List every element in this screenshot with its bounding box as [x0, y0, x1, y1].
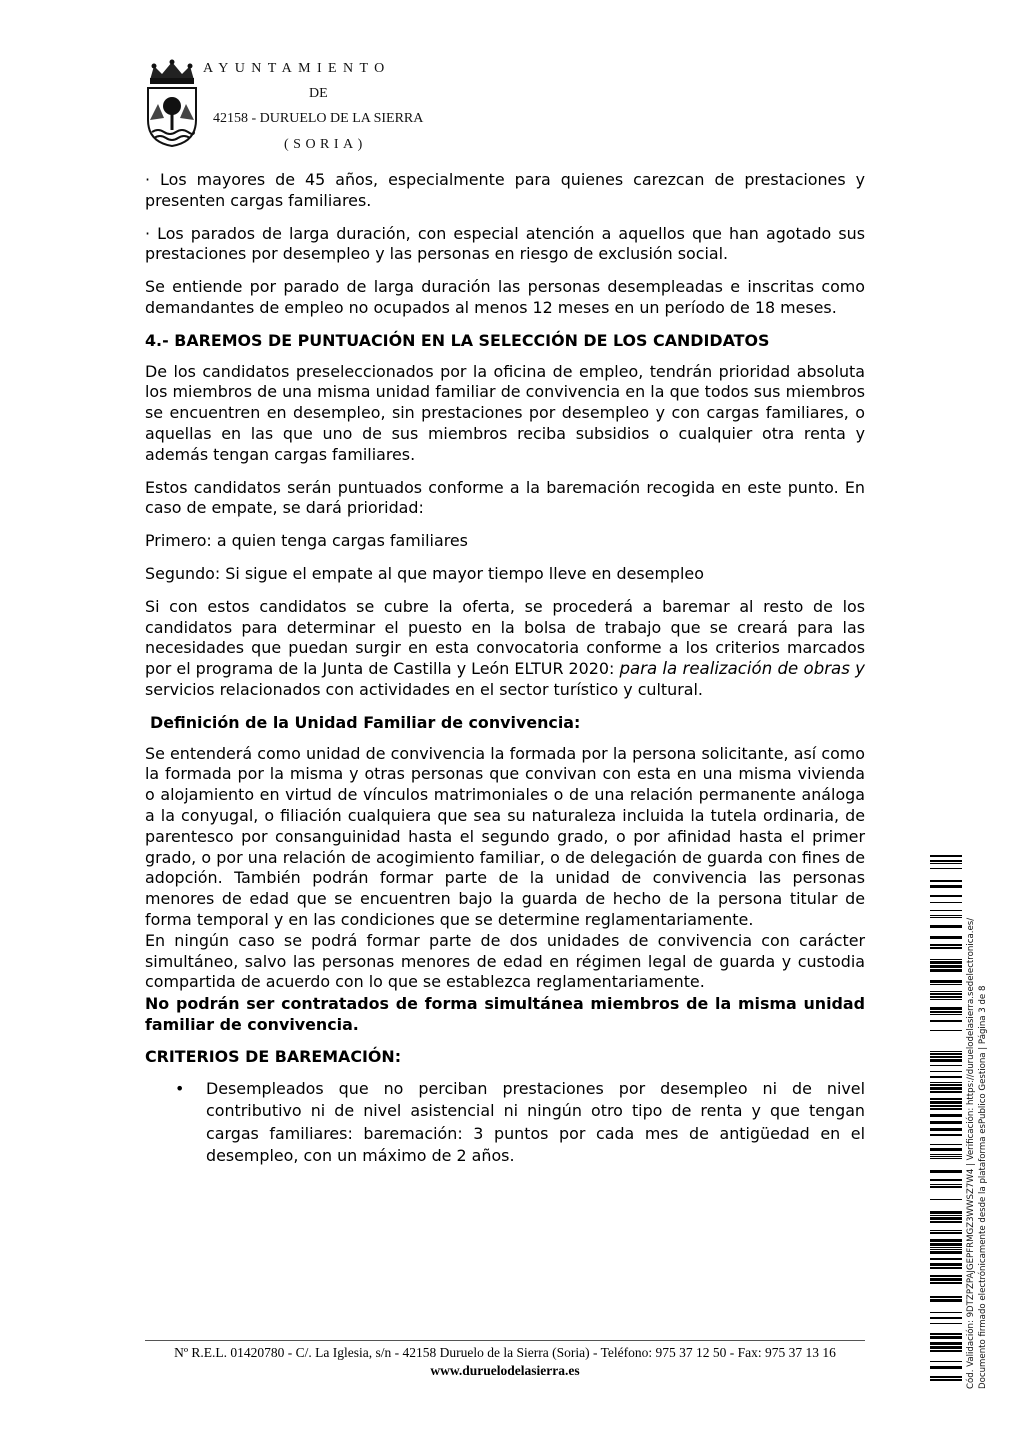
barcode-icon [930, 855, 962, 1390]
footer-website: www.duruelodelasierra.es [430, 1363, 580, 1378]
paragraph-segundo: Segundo: Si sigue el empate al que mayor tiempo lleve en desempleo [145, 563, 704, 583]
header-de: DE [309, 86, 328, 101]
header-address: 42158 - DURUELO DE LA SIERRA [213, 111, 424, 126]
header-province: (SORIA) [284, 137, 367, 152]
footer-address: Nº R.E.L. 01420780 - C/. La Iglesia, s/n - 42158 Duruelo de la Sierra (Soria) - Teléfono: 975 37 12 50 - Fax: 975 37 13 16 [174, 1345, 836, 1360]
paragraph-oferta-italic: para la realización de obras y [619, 659, 865, 679]
paragraph-parados-larga: · Los parados de larga duración, con especial atención a aquellos que han agotado sus prestaciones por desempleo y las personas en riesgo de exclusión social. [145, 223, 865, 264]
paragraph-no-contratados: No podrán ser contratados de forma simultánea miembros de la misma unidad familiar de convivencia. [145, 994, 865, 1035]
paragraph-puntuados: Estos candidatos serán puntuados conforme a la baremación recogida en este punto. En caso de empate, se dará prioridad: [145, 477, 865, 518]
verification-code-text: Cód. Validación: 9DTZPZPAJGEPFRMGZ3WWSZ7W4 | Verificación: https://duruelodelasierra.sedelectronica.es/ [966, 917, 976, 1389]
paragraph-ningun-caso: En ningún caso se podrá formar parte de dos unidades de convivencia con carácter simultáneo, salvo las personas menores de edad en régimen legal de guarda y custodia compartida de acuerdo con lo que se establezca reglamentariamente. [145, 930, 865, 992]
footer-divider [145, 1340, 865, 1341]
municipal-crest-icon [144, 58, 200, 148]
header-title: AYUNTAMIENTO [203, 61, 391, 76]
paragraph-primero: Primero: a quien tenga cargas familiares [145, 531, 468, 551]
list-item [145, 1078, 865, 1168]
paragraph-oferta [145, 597, 865, 701]
signature-platform-text: Documento firmado electrónicamente desde la plataforma esPublico Gestiona | Página 3 de 8 [978, 985, 988, 1389]
paragraph-mayores-45: · Los mayores de 45 años, especialmente para quienes carezcan de prestaciones y presenten cargas familiares. [145, 170, 865, 210]
list-item-text: Desempleados que no perciban prestaciones por desempleo ni de nivel contributivo ni de nivel asistencial ni ningún otro tipo de renta y que tengan cargas familiares: baremación: 3 puntos por cada mes de antigüedad en el desempleo, con un máximo de 2 años. [206, 1078, 865, 1166]
paragraph-unidad-convivencia: Se entenderá como unidad de convivencia la formada por la persona solicitante, así como la formada por la misma y otras personas que convivan con esta en una misma vivienda o alojamiento en virtud de vínculos matrimoniales o de una relación permanente análoga a la conyugal, o filiación cualquiera que sea su naturaleza incluida la tutela ordinaria, de parentesco por consanguinidad hasta el segundo grado, o por afinidad hasta el primer grado, o por una relación de acogimiento familiar, o de delegación de guarda con fines de adopción. También podrán formar parte de la unidad de convivencia las personas menores de edad que se encuentren bajo la guarda de hecho de la persona titular de forma temporal y en las condiciones que se determine reglamentariamente. [145, 743, 865, 929]
section-heading-definicion: Definición de la Unidad Familiar de convivencia: [150, 712, 581, 732]
paragraph-definicion-parado: Se entiende por parado de larga duración las personas desempleadas e inscritas como demandantes de empleo no ocupados al menos 12 meses en un período de 18 meses. [145, 277, 865, 317]
criteria-list [145, 1078, 865, 1168]
section-heading-baremos: 4.- BAREMOS DE PUNTUACIÓN EN LA SELECCIÓN DE LOS CANDIDATOS [145, 330, 770, 350]
paragraph-oferta-text-a: Si con estos candidatos se cubre la oferta, se procederá a baremar al resto de los candidatos para determinar el puesto en la bolsa de trabajo que se creará para las necesidades que puedan surgir en esta convocatoria conforme a los criterios marcados por el programa de la Junta de Castilla y León ELTUR 2020: [145, 596, 865, 679]
paragraph-prioridad: De los candidatos preseleccionados por la oficina de empleo, tendrán prioridad absoluta los miembros de una misma unidad familiar de convivencia en la que todos sus miembros se encuentren en desempleo, sin prestaciones por desempleo y con cargas familiares, o aquellas en las que uno de sus miembros reciba subsidios o cualquier otra renta y además tengan cargas familiares. [145, 361, 865, 464]
paragraph-oferta-text-b: servicios relacionados con actividades en el sector turístico y cultural. [145, 679, 703, 699]
bullet-icon: • [175, 1078, 185, 1098]
document-body [145, 170, 865, 1168]
section-heading-criterios: CRITERIOS DE BAREMACIÓN: [145, 1047, 402, 1067]
